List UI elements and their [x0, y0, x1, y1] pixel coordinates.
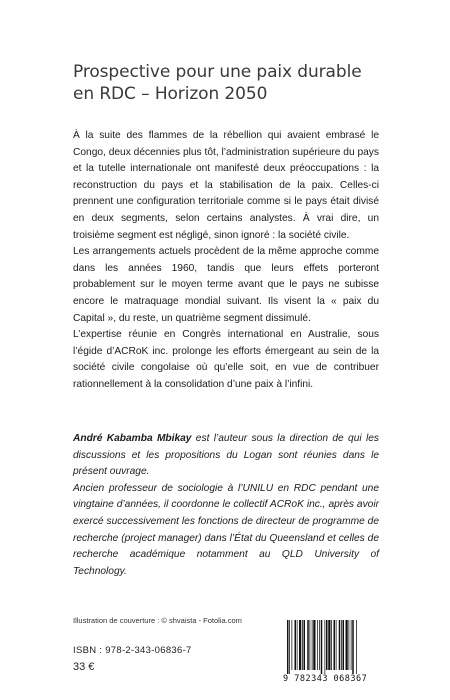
- barcode-bar: [289, 620, 290, 674]
- barcode-digits: 9 782343 068367: [283, 674, 368, 684]
- barcode-bar: [321, 620, 323, 674]
- title-line-1: Prospective pour une paix durable: [73, 62, 362, 82]
- barcode-bar: [299, 620, 301, 670]
- isbn: ISBN : 978-2-343-06836-7: [73, 645, 192, 656]
- barcode-bar: [326, 620, 328, 670]
- barcode-bar: [304, 620, 306, 670]
- barcode: [283, 620, 379, 687]
- book-title: [73, 61, 393, 105]
- cover-credit: Illustration de couverture : © shvaista - Fotolia.com: [73, 616, 242, 625]
- barcode-bar: [307, 620, 309, 670]
- title-line-2: en RDC – Horizon 2050: [73, 84, 268, 104]
- barcode-bar: [334, 620, 336, 670]
- author-name: André Kabamba Mbikay: [73, 433, 192, 444]
- barcode-bar: [295, 620, 297, 670]
- barcode-bar: [297, 620, 298, 670]
- barcode-bar: [313, 620, 315, 670]
- summary-paragraph-1: À la suite des flammes de la rébellion qui avaient embrasé le Congo, deux décennies plus tôt, l’administration supérieure du pays et la tutelle internationale ont manifesté deux préoccupations : la reconstruction du pays et la stabilisation de la paix. Celles-ci prennent une configuration territoriale comme si le pays était divisé en deux segments, selon certains analystes. À vrai dire, un troisième segment est négligé, sinon ignoré : la société civile.: [73, 130, 379, 241]
- summary-paragraph-3: L’expertise réunie en Congrès international en Australie, sous l’égide d’ACRoK inc. prolonge les efforts émergeant au sein de la société civile congolaise où qu’elle soit, en vue de contribuer rationnellement à la consolidation d’une paix à l’infini.: [73, 329, 379, 390]
- author-bio-paragraph-2: Ancien professeur de sociologie à l’UNILU en RDC pendant une vingtaine d’années, il coordonne le collectif ACRoK inc., après avoir exercé successivement les fonctions de directeur de programme de recherche (project manager) dans l’État du Queensland et celles de recherche académique notamment au QLD University of Technology.: [73, 482, 379, 577]
- barcode-bar: [328, 620, 330, 670]
- barcode-bar: [310, 620, 311, 670]
- author-bio: [73, 431, 379, 580]
- barcode-bar: [331, 620, 332, 670]
- barcode-bar: [351, 620, 352, 670]
- barcode-bars: [283, 620, 379, 674]
- barcode-bar: [352, 620, 354, 674]
- author-bio-intro: est l’auteur sous la direction de qui les discussions et les propositions du Logan sont réunies dans le présent ouvrage.: [73, 433, 379, 478]
- barcode-bar: [341, 620, 342, 670]
- barcode-bar: [343, 620, 345, 670]
- barcode-bar: [349, 620, 350, 670]
- summary-text: [73, 128, 379, 394]
- barcode-bar: [287, 620, 289, 674]
- barcode-bar: [302, 620, 303, 670]
- author-bio-paragraph-1: [73, 431, 379, 481]
- barcode-bar: [317, 620, 318, 670]
- barcode-bar: [312, 620, 313, 670]
- barcode-bar: [319, 620, 320, 670]
- price: 33 €: [73, 661, 95, 673]
- barcode-bar: [339, 620, 341, 670]
- barcode-bar: [325, 620, 326, 674]
- barcode-bar: [346, 620, 348, 670]
- barcode-bar: [292, 620, 293, 670]
- barcode-bar: [356, 620, 357, 674]
- barcode-bar: [336, 620, 337, 670]
- summary-paragraph-2: Les arrangements actuels procèdent de la même approche comme dans les années 1960, tandis que leurs effets porteront probablement sur le moyen terme avant que le pays ne subisse encore le matraquage mondial suivant. Ils visent la « paix du Capital », du reste, un quatrième segment dissimulé.: [73, 246, 379, 324]
